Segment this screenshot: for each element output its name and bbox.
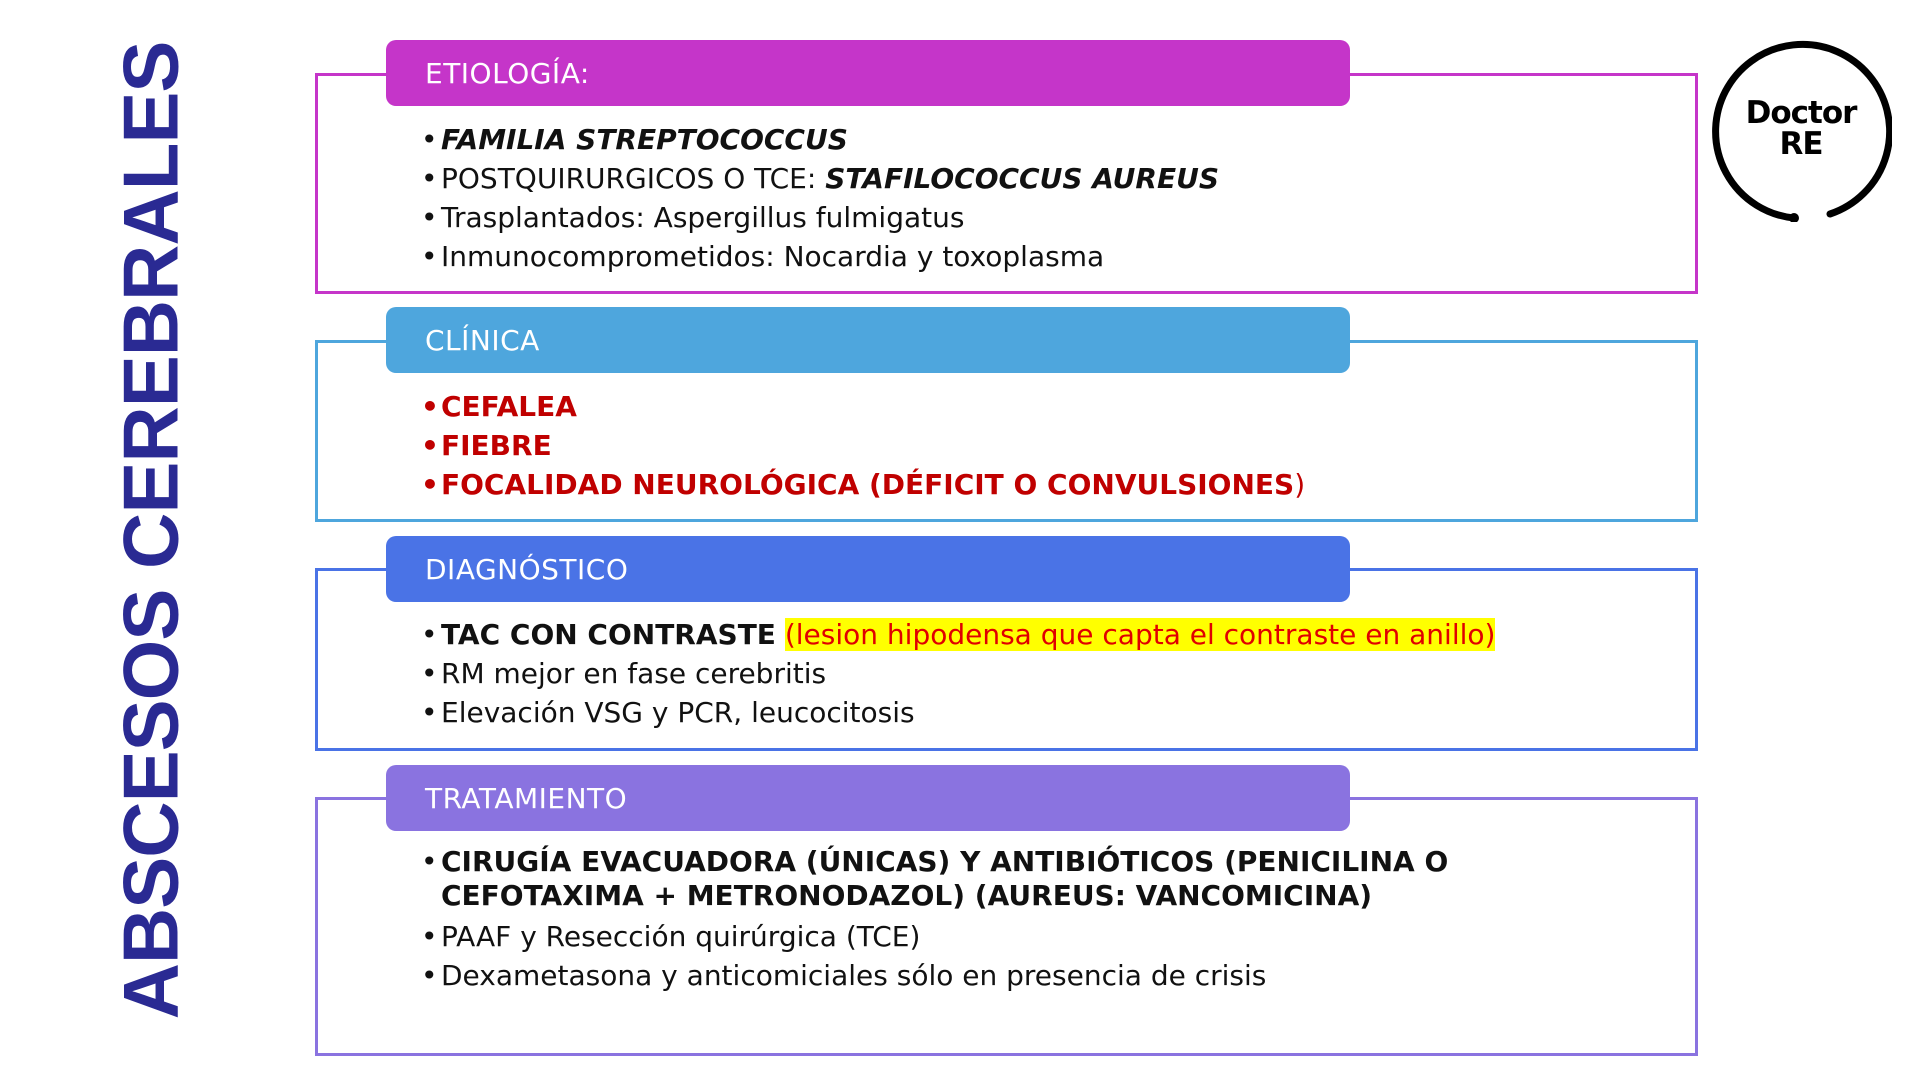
diagnostico-header-label: DIAGNÓSTICO [425,552,629,586]
logo-line-2: RE [1779,126,1823,162]
list-item: • Inmunocomprometidos: Nocardia y toxoplasma [421,240,1105,273]
etiologia-header-label: ETIOLOGÍA: [425,56,590,90]
etiologia-header [386,40,1350,106]
tratamiento-list [421,845,1448,995]
logo-line-1: Doctor [1745,95,1857,131]
list-item: • Trasplantados: Aspergillus fulmigatus [421,201,965,234]
list-item: •FOCALIDAD NEUROLÓGICA (DÉFICIT O CONVULSIONES) [421,468,1306,501]
list-item: •CEFALEA [421,390,577,423]
list-item: • Dexametasona y anticomiciales sólo en presencia de crisis [421,959,1267,992]
clinica-list [421,387,1305,504]
tratamiento-header-label: TRATAMIENTO [425,781,628,815]
tratamiento-header [386,765,1350,831]
logo-text [1710,95,1892,162]
list-item: • CIRUGÍA EVACUADORA (ÚNICAS) Y ANTIBIÓTICOS (PENICILINA O [421,845,1449,878]
clinica-header-label: CLÍNICA [425,323,540,357]
list-item: • Elevación VSG y PCR, leucocitosis [421,696,915,729]
list-item-continuation: CEFOTAXIMA + METRONODAZOL) (AUREUS: VANCOMICINA) [441,879,1373,912]
highlighted-note: (lesion hipodensa que capta el contraste en anillo) [784,618,1496,651]
slide-title: ABSCESOS CEREBRALES [106,41,195,1019]
list-item: • PAAF y Resección quirúrgica (TCE) [421,920,921,953]
list-item: • POSTQUIRURGICOS O TCE: STAFILOCOCCUS AUREUS [421,162,1219,195]
slide-title-container [106,41,195,1019]
clinica-header [386,307,1350,373]
list-item: • FAMILIA STREPTOCOCCUS [421,123,848,156]
list-item: • RM mejor en fase cerebritis [421,657,827,690]
diagnostico-header [386,536,1350,602]
list-item: • TAC CON CONTRASTE (lesion hipodensa que capta el contraste en anillo) [421,618,1496,651]
list-item: •FIEBRE [421,429,552,462]
diagnostico-list [421,615,1495,732]
etiologia-list [421,120,1219,276]
